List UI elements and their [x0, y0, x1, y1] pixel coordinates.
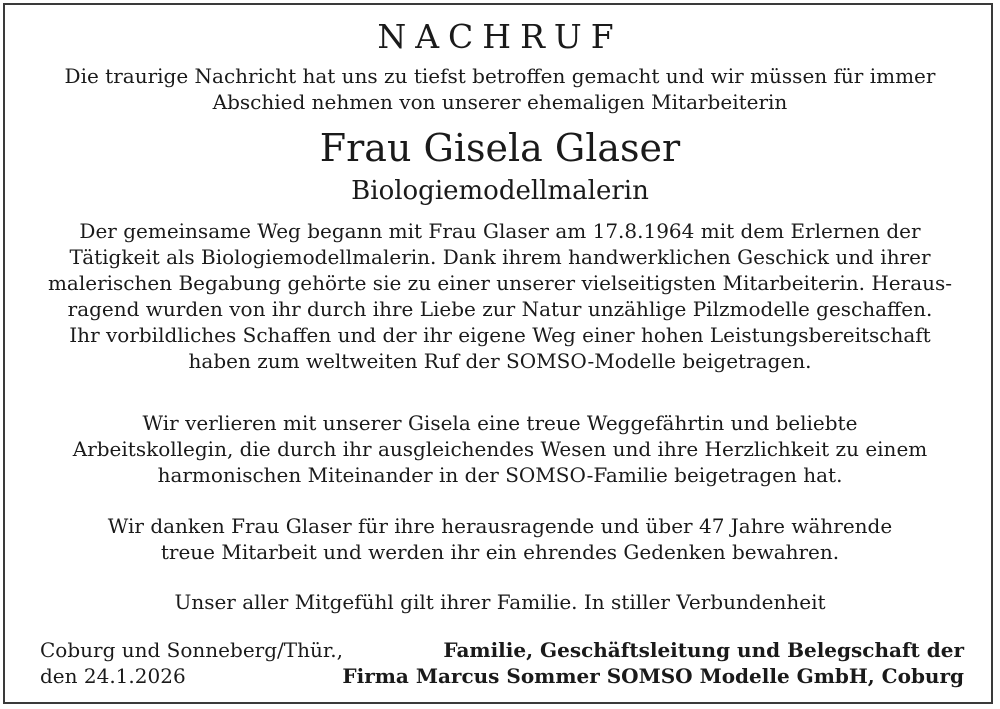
paragraph-line: ragend wurden von ihr durch ihre Liebe zur Natur unzählige Pilzmodelle geschaffen. [67, 297, 933, 321]
signature-block [342, 637, 964, 689]
paragraph-colleague [0, 410, 1000, 488]
paragraph-condolence [0, 589, 1000, 615]
paragraph-thanks [0, 513, 1000, 565]
place-text: Coburg und Sonneberg/Thür., [40, 638, 343, 662]
intro-line: Abschied nehmen von unserer ehemaligen Mitarbeiterin [212, 90, 788, 114]
place-and-date [40, 637, 343, 689]
signature-line: Familie, Geschäftsleitung und Belegschaft der [443, 638, 964, 662]
paragraph-line: Arbeitskollegin, die durch ihr ausgleichendes Wesen und ihre Herzlichkeit zu einem [72, 437, 928, 461]
paragraph-line: Wir verlieren mit unserer Gisela eine treue Weggefährtin und beliebte [142, 411, 858, 435]
paragraph-line: Der gemeinsame Weg begann mit Frau Glaser am 17.8.1964 mit dem Erlernen der [79, 219, 921, 243]
paragraph-line: Ihr vorbildliches Schaffen und der ihr eigene Weg einer hohen Leistungsbereitschaft [69, 323, 931, 347]
paragraph-line: haben zum weltweiten Ruf der SOMSO-Modelle beigetragen. [188, 349, 812, 373]
date-text: den 24.1.2026 [40, 664, 186, 688]
intro-line: Die traurige Nachricht hat uns zu tiefst betroffen gemacht und wir müssen für immer [64, 64, 936, 88]
paragraph-line: Unser aller Mitgefühl gilt ihrer Familie. In stiller Verbundenheit [174, 590, 826, 614]
intro-text [0, 63, 1000, 115]
signature-line: Firma Marcus Sommer SOMSO Modelle GmbH, Coburg [342, 664, 964, 688]
paragraph-line: malerischen Begabung gehörte sie zu einer unserer vielseitigsten Mitarbeiterin. Heraus- [47, 271, 953, 295]
paragraph-line: Wir danken Frau Glaser für ihre herausragende und über 47 Jahre währende [107, 514, 893, 538]
notice-heading: NACHRUF [377, 17, 623, 56]
deceased-role: Biologiemodellmalerin [351, 176, 649, 206]
paragraph-line: treue Mitarbeit und werden ihr ein ehrendes Gedenken bewahren. [160, 540, 840, 564]
paragraph-career [0, 218, 1000, 374]
deceased-name: Frau Gisela Glaser [319, 126, 681, 170]
paragraph-line: Tätigkeit als Biologiemodellmalerin. Dank ihrem handwerklichen Geschick und ihrer [69, 245, 931, 269]
paragraph-line: harmonischen Miteinander in der SOMSO-Familie beigetragen hat. [157, 463, 843, 487]
